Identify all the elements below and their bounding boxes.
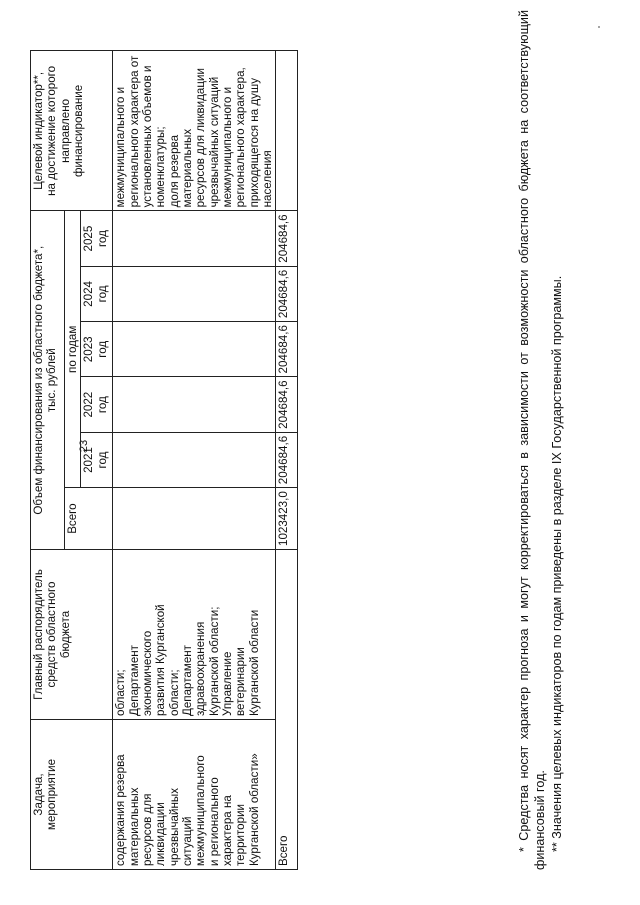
table-row [113, 51, 276, 870]
cell-2025 [113, 211, 276, 266]
header-by-years: по годам [65, 211, 81, 488]
header-target: Целевой индикатор**, на достижение которого направлено финансирование [31, 51, 113, 211]
total-2022: 204684,6 [276, 377, 298, 432]
cell-total [113, 488, 276, 550]
footnote-forecast: * Средства носят характер прогноза и могут корректироваться в зависимости от возможности областного бюджета на соответствующий финансовый год. [517, 10, 548, 870]
header-year-2022: 2022 год [81, 377, 113, 432]
total-sum: 1023423,0 [276, 488, 298, 550]
total-2023: 204684,6 [276, 322, 298, 377]
footnote-indicators: ** Значения целевых индикаторов по годам приведены в разделе IX Государственной программы. [549, 275, 564, 852]
cell-2022 [113, 377, 276, 432]
total-row [276, 51, 298, 870]
header-year-2021: 2021 год [81, 432, 113, 487]
total-2025: 204684,6 [276, 211, 298, 266]
header-year-2025: 2025 год [81, 211, 113, 266]
cell-distributor: области; Департамент экономического развития Курганской области; Департамент здравоохранения Курганской области; Управление ветеринарии Курганской области [113, 550, 276, 720]
header-funding: Объем финансирования из областного бюджета*, тыс. рублей [31, 211, 65, 550]
header-distributor: Главный распорядитель средств областного бюджета [31, 550, 113, 720]
cell-task: содержания резерва материальных ресурсов для ликвидации чрезвычайных ситуаций межмуниципального и регионального характера на территории Курганской области» [113, 720, 276, 870]
page-number: 23 [78, 439, 91, 453]
rotated-content [30, 10, 610, 870]
total-label: Всего [276, 550, 298, 870]
header-year-2024: 2024 год [81, 266, 113, 321]
header-total: Всего [65, 488, 113, 550]
header-year-2023: 2023 год [81, 322, 113, 377]
header-task: Задача, мероприятие [31, 720, 113, 870]
total-2021: 204684,6 [276, 432, 298, 487]
footnotes [516, 10, 565, 870]
cell-2024 [113, 266, 276, 321]
cell-2021 [113, 432, 276, 487]
financing-table [30, 50, 298, 870]
total-target [276, 51, 298, 211]
total-2024: 204684,6 [276, 266, 298, 321]
cell-2023 [113, 322, 276, 377]
cell-target: межмуниципального и регионального характера от установленных объемов и номенклатуры; доля резерва материальных ресурсов для ликвидации чрезвычайных ситуаций межмуниципального и регионального характера, приходящегося на душу населения [113, 51, 276, 211]
